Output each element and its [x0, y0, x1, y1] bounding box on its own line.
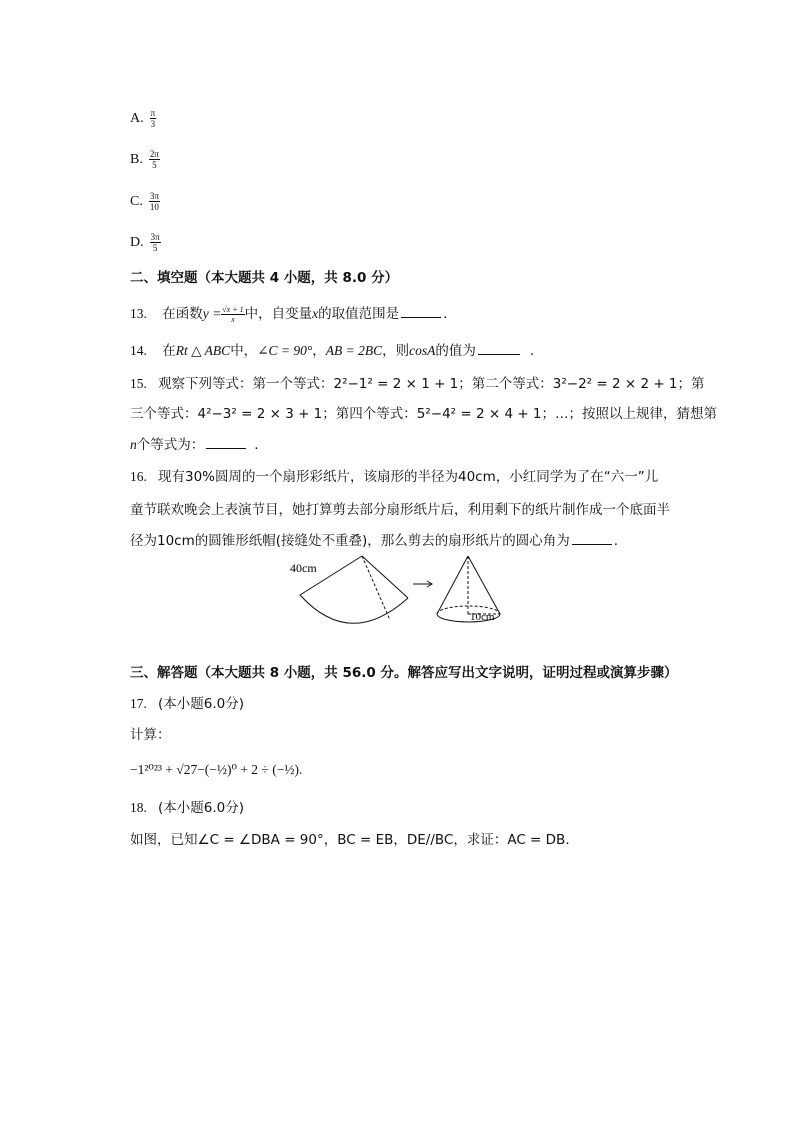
question-number: 16.: [130, 469, 147, 484]
q13-var: x: [312, 306, 319, 321]
answer-blank: [478, 342, 520, 355]
q15-text: 个等式为：: [136, 437, 205, 453]
fraction-denominator: x: [231, 314, 235, 324]
q14-relation: AB = 2BC: [325, 343, 383, 358]
fraction-denominator: 10: [149, 202, 159, 212]
q14-angle: ∠C = 90°: [257, 343, 313, 358]
q14-text: ，则: [382, 343, 410, 359]
q14-text: 中，: [230, 343, 258, 359]
question-number: 14.: [130, 343, 147, 358]
q14-text: 在: [162, 343, 176, 359]
option-a: [130, 108, 156, 129]
arrow-icon: [413, 581, 432, 587]
q13-y: y =: [202, 306, 222, 321]
fraction-numerator: √x + 1: [222, 304, 244, 314]
q15-end: .: [254, 437, 259, 453]
fraction-denominator: 3: [150, 119, 156, 129]
option-fraction: [150, 232, 161, 253]
question-score: (本小题6.0分): [158, 696, 245, 712]
question-16-line-3: [130, 531, 618, 551]
fraction-numerator: π: [150, 108, 156, 118]
q14-text: 的值为: [435, 343, 476, 359]
question-15-line-2: 三个等式：4²−3² = 2 × 3 + 1；第四个等式：5²−4² = 2 × 4 + 1；…；按照以上规律，猜想第: [130, 406, 718, 422]
option-fraction: [149, 149, 160, 170]
option-c: [130, 191, 160, 212]
q14-triangle: Rt △ ABC: [175, 343, 231, 358]
fraction-numerator: 3π: [150, 232, 160, 242]
q16-text: 径为10cm的圆锥形纸帽(接缝处不重叠)，那么剪去的扇形纸片的圆心角为: [130, 533, 570, 549]
q17-calc-label: 计算：: [130, 727, 171, 743]
q16-text: 现有30%圆周的一个扇形彩纸片，该扇形的半径为40cm，小红同学为了在“六一”儿: [158, 469, 659, 485]
option-label: B.: [130, 151, 143, 167]
fraction-denominator: 5: [152, 160, 157, 170]
question-18-header: [130, 798, 244, 818]
fraction-denominator: 5: [152, 243, 158, 253]
option-label: C.: [130, 193, 143, 209]
question-15-line-3: [130, 435, 259, 455]
base-radius-label: 10cm: [470, 611, 495, 623]
q13-pre: 在函数: [162, 306, 203, 322]
option-fraction: [149, 191, 160, 212]
question-number: 17.: [130, 696, 147, 711]
q15-var: n: [130, 437, 137, 452]
q18-text: 如图，已知∠C = ∠DBA = 90°，BC = EB，DE//BC，求证：AC = DB.: [130, 832, 570, 848]
question-17-header: [130, 694, 244, 714]
option-label: A.: [130, 110, 144, 126]
answer-blank: [401, 305, 441, 318]
question-score: (本小题6.0分): [158, 800, 245, 816]
q13-fraction: [221, 305, 244, 324]
q13-post: 的取值范围是: [318, 306, 400, 322]
question-number: 18.: [130, 800, 147, 815]
q13-mid: 中，自变量: [244, 306, 313, 322]
q14-end: .: [529, 343, 535, 359]
question-number: 13.: [130, 306, 147, 321]
fraction-numerator: 3π: [149, 191, 159, 201]
option-label: D.: [130, 234, 144, 250]
q14-sep: ，: [312, 343, 326, 359]
option-fraction: [150, 108, 157, 129]
radius-label: 40cm: [290, 561, 317, 575]
q15-text: 观察下列等式：第一个等式：2²−1² = 2 × 1 + 1；第二个等式：3²−2² = 2 × 2 + 1；第: [158, 376, 705, 392]
section-3-heading: 三、解答题（本大题共 8 小题，共 56.0 分。解答应写出文字说明，证明过程或演算步骤）: [130, 665, 678, 681]
option-d: [130, 232, 161, 253]
q14-cos: cosA: [409, 343, 436, 358]
fraction-numerator: 2π: [149, 149, 159, 159]
sector-cone-figure: [280, 550, 530, 630]
option-b: [130, 149, 160, 170]
q17-expression: −1²⁰²³ + √27−(−½)⁰ + 2 ÷ (−½).: [130, 762, 303, 777]
answer-blank: [572, 532, 612, 545]
question-16-line-1: [130, 467, 658, 487]
question-14: [130, 341, 534, 361]
q16-end: .: [613, 533, 619, 549]
question-number: 15.: [130, 376, 147, 391]
section-2-heading: 二、填空题（本大题共 4 小题，共 8.0 分）: [130, 270, 399, 286]
question-15-line-1: [130, 374, 705, 394]
q13-end: .: [443, 306, 448, 322]
question-16-line-2: 童节联欢晚会上表演节目，她打算剪去部分扇形纸片后，利用剩下的纸片制作成一个底面半: [130, 502, 670, 518]
answer-blank: [206, 436, 246, 449]
question-13: [130, 304, 447, 324]
